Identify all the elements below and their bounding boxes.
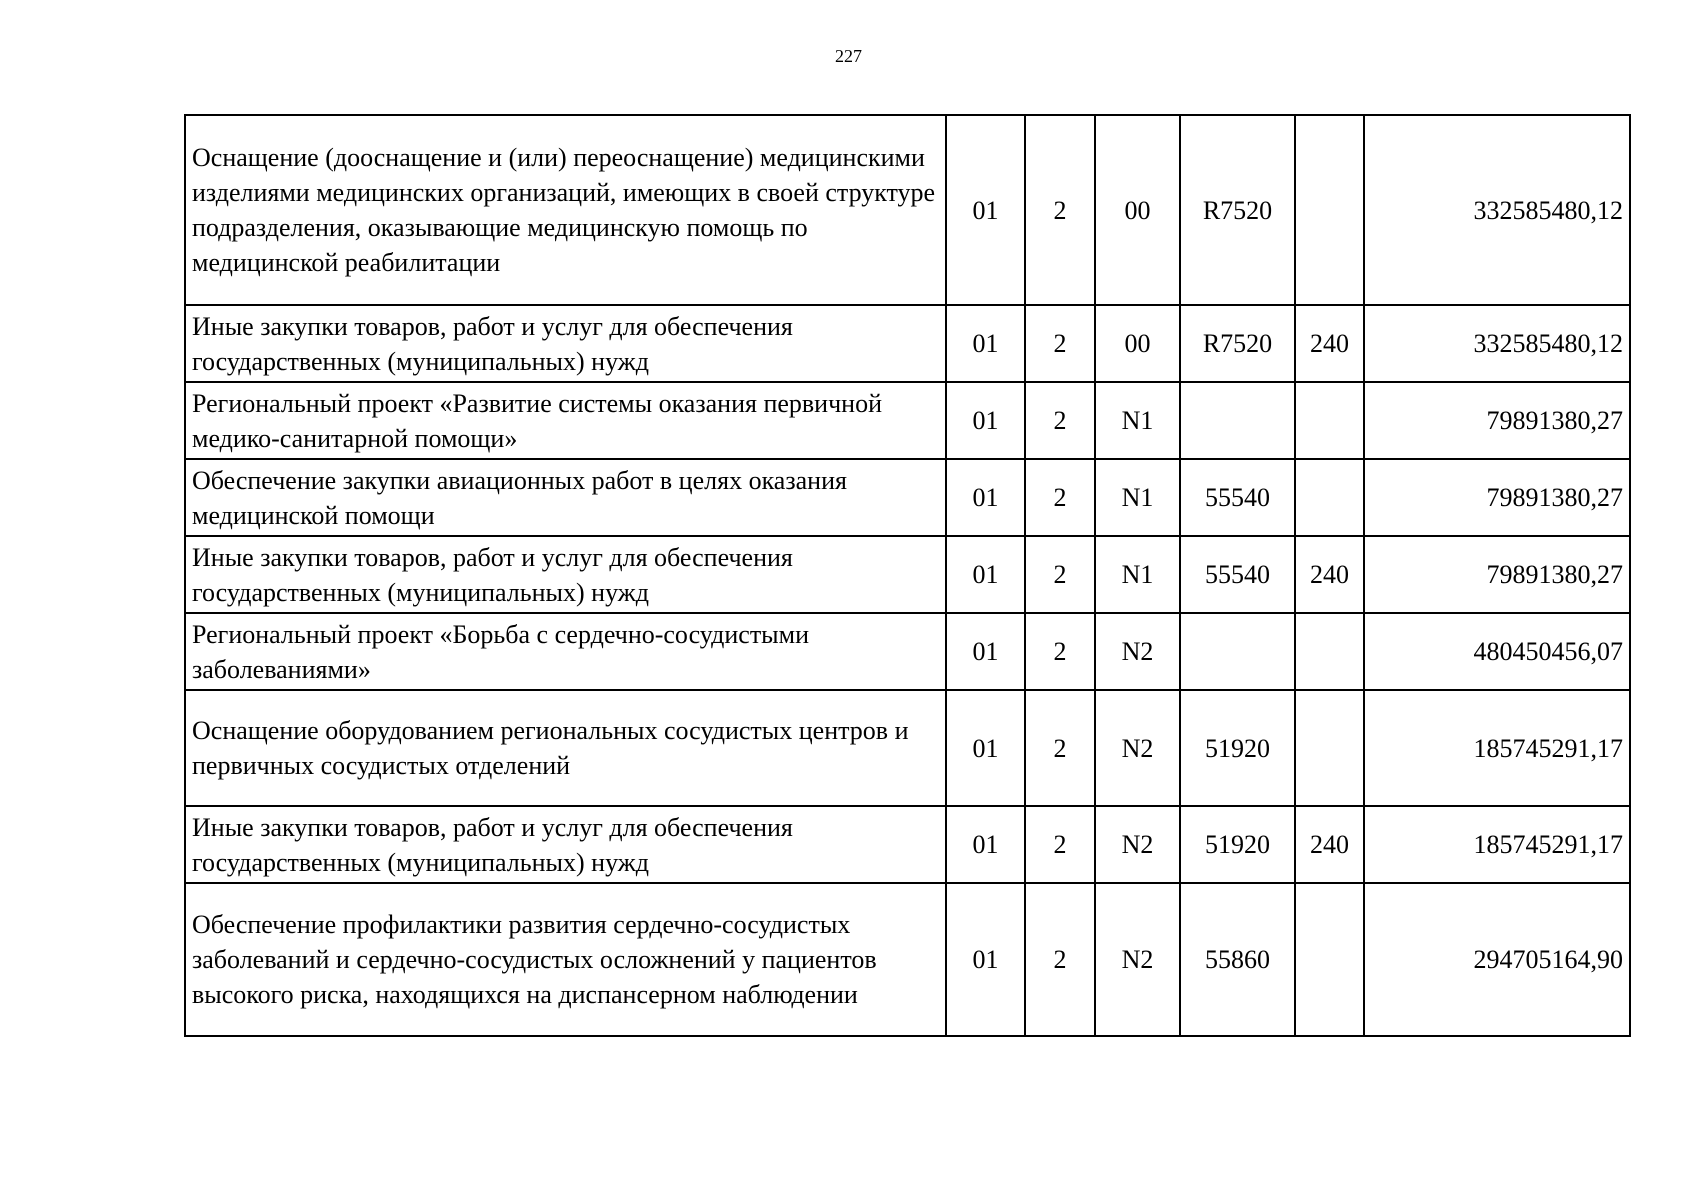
- row-amount: 79891380,27: [1364, 382, 1630, 459]
- code-subprogram: 2: [1025, 115, 1095, 305]
- code-subprogram: 2: [1025, 806, 1095, 883]
- code-expense-type: [1295, 883, 1364, 1036]
- code-direction: [1180, 382, 1295, 459]
- code-expense-type: [1295, 613, 1364, 690]
- table-row: [185, 806, 1630, 883]
- code-direction: 55540: [1180, 536, 1295, 613]
- code-project: 00: [1095, 305, 1180, 382]
- row-description: Иные закупки товаров, работ и услуг для обеспечения государственных (муниципальных) нужд: [185, 806, 946, 883]
- code-direction: [1180, 613, 1295, 690]
- code-subprogram: 2: [1025, 382, 1095, 459]
- code-subprogram: 2: [1025, 613, 1095, 690]
- code-subprogram: 2: [1025, 536, 1095, 613]
- row-description: Иные закупки товаров, работ и услуг для обеспечения государственных (муниципальных) нужд: [185, 305, 946, 382]
- code-expense-type: [1295, 115, 1364, 305]
- code-project: N1: [1095, 382, 1180, 459]
- code-expense-type: 240: [1295, 536, 1364, 613]
- code-project: 00: [1095, 115, 1180, 305]
- code-direction: R7520: [1180, 305, 1295, 382]
- row-description: Обеспечение профилактики развития сердечно-сосудистых заболеваний и сердечно-сосудистых осложнений у пациентов высокого риска, находящихся на диспансерном наблюдении: [185, 883, 946, 1036]
- code-direction: R7520: [1180, 115, 1295, 305]
- code-program: 01: [946, 883, 1025, 1036]
- table-row: [185, 690, 1630, 806]
- table-row: [185, 459, 1630, 536]
- table-row: [185, 613, 1630, 690]
- code-project: N1: [1095, 536, 1180, 613]
- row-description: Обеспечение закупки авиационных работ в целях оказания медицинской помощи: [185, 459, 946, 536]
- code-expense-type: [1295, 459, 1364, 536]
- code-project: N2: [1095, 883, 1180, 1036]
- code-subprogram: 2: [1025, 883, 1095, 1036]
- code-subprogram: 2: [1025, 459, 1095, 536]
- code-subprogram: 2: [1025, 690, 1095, 806]
- code-program: 01: [946, 459, 1025, 536]
- code-direction: 55860: [1180, 883, 1295, 1036]
- row-amount: 79891380,27: [1364, 536, 1630, 613]
- row-amount: 480450456,07: [1364, 613, 1630, 690]
- code-project: N2: [1095, 690, 1180, 806]
- row-amount: 185745291,17: [1364, 690, 1630, 806]
- table-row: [185, 883, 1630, 1036]
- code-project: N2: [1095, 613, 1180, 690]
- row-description: Региональный проект «Развитие системы оказания первичной медико-санитарной помощи»: [185, 382, 946, 459]
- code-expense-type: 240: [1295, 305, 1364, 382]
- row-amount: 332585480,12: [1364, 115, 1630, 305]
- code-program: 01: [946, 806, 1025, 883]
- code-program: 01: [946, 613, 1025, 690]
- table-row: [185, 115, 1630, 305]
- page-number: 227: [835, 46, 862, 66]
- code-project: N2: [1095, 806, 1180, 883]
- code-expense-type: 240: [1295, 806, 1364, 883]
- code-direction: 51920: [1180, 806, 1295, 883]
- row-description: Иные закупки товаров, работ и услуг для обеспечения государственных (муниципальных) нужд: [185, 536, 946, 613]
- table-row: [185, 305, 1630, 382]
- row-description: Оснащение оборудованием региональных сосудистых центров и первичных сосудистых отделений: [185, 690, 946, 806]
- row-description: Региональный проект «Борьба с сердечно-сосудистыми заболеваниями»: [185, 613, 946, 690]
- code-expense-type: [1295, 690, 1364, 806]
- code-program: 01: [946, 305, 1025, 382]
- row-amount: 79891380,27: [1364, 459, 1630, 536]
- row-amount: 332585480,12: [1364, 305, 1630, 382]
- code-program: 01: [946, 536, 1025, 613]
- code-direction: 55540: [1180, 459, 1295, 536]
- code-subprogram: 2: [1025, 305, 1095, 382]
- code-program: 01: [946, 115, 1025, 305]
- code-project: N1: [1095, 459, 1180, 536]
- table-row: [185, 382, 1630, 459]
- row-amount: 294705164,90: [1364, 883, 1630, 1036]
- code-program: 01: [946, 690, 1025, 806]
- code-expense-type: [1295, 382, 1364, 459]
- code-direction: 51920: [1180, 690, 1295, 806]
- code-program: 01: [946, 382, 1025, 459]
- budget-table: [184, 114, 1631, 1037]
- row-description: Оснащение (дооснащение и (или) переоснащение) медицинскими изделиями медицинских организаций, имеющих в своей структуре подразделения, оказывающие медицинскую помощь по медицинской реабилитации: [185, 115, 946, 305]
- row-amount: 185745291,17: [1364, 806, 1630, 883]
- table-row: [185, 536, 1630, 613]
